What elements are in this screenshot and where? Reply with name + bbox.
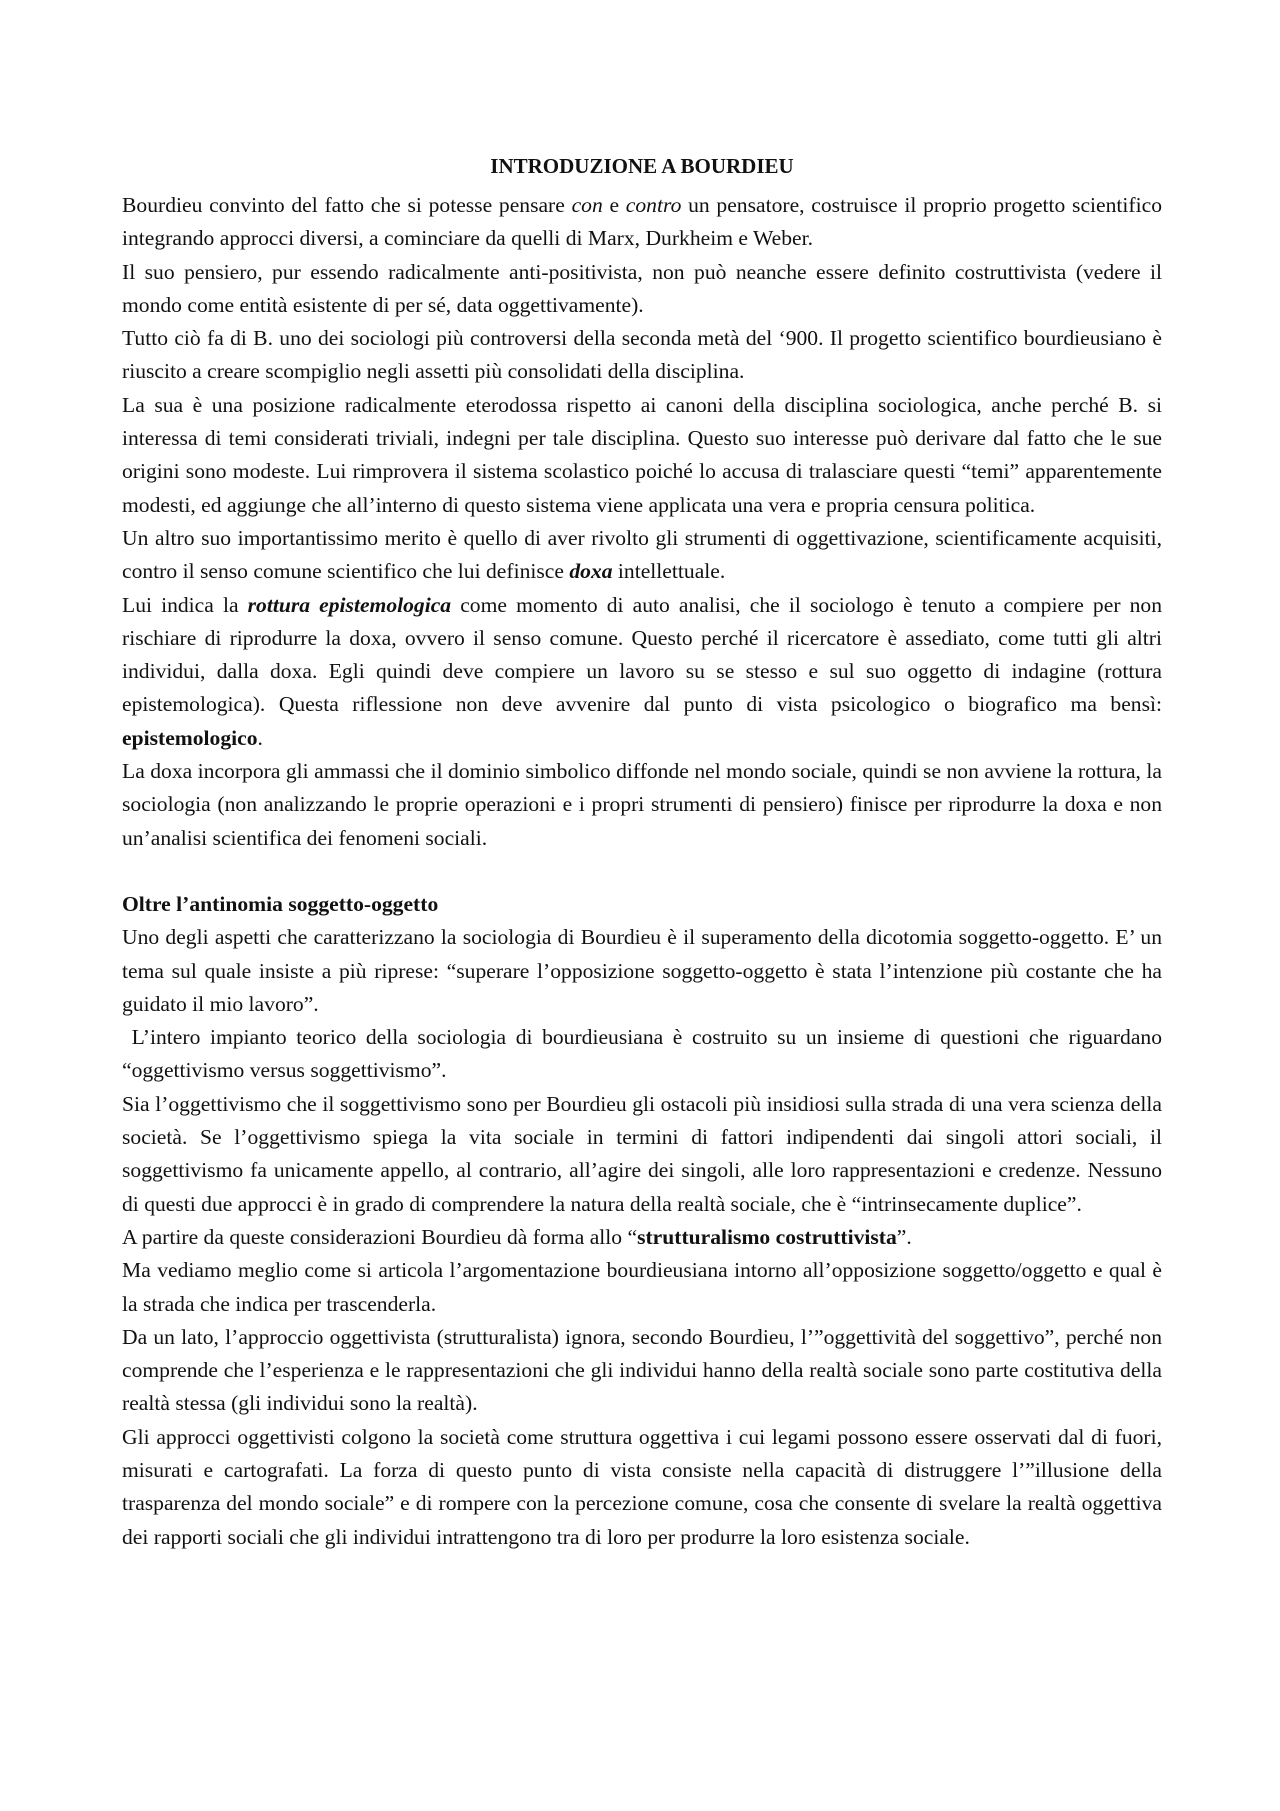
paragraph: Gli approcci oggettivisti colgono la società come struttura oggettiva i cui legami possono essere osservati dal di fuori, misurati e cartografati. La forza di questo punto di vista consiste nella capacità di distruggere l’”illusione della trasparenza del mondo sociale” e di rompere con la percezione comune, cosa che consente di svelare la realtà oggettiva dei rapporti sociali che gli individui intrattengono tra di loro per produrre la loro esistenza sociale.: [122, 1424, 1162, 1549]
paragraph: Ma vediamo meglio come si articola l’argomentazione bourdieusiana intorno all’opposizione soggetto/oggetto e qual è la strada che indica per trascenderla.: [122, 1258, 1162, 1316]
emphasis-con: con: [571, 193, 603, 217]
text-run: intellettuale.: [612, 559, 726, 584]
text-run: un pensatore, costruisce il proprio progetto scientifico integrando approcci diversi, a cominciare da quelli di Marx, Durkheim e Weber.: [122, 193, 1162, 251]
text-run: Bourdieu convinto del fatto che si potesse pensare: [122, 193, 572, 217]
emphasis-doxa: doxa: [569, 559, 613, 584]
paragraph: Il suo pensiero, pur essendo radicalmente anti-positivista, non può neanche essere definito costruttivista (vedere il mondo come entità esistente di per sé, data oggettivamente).: [122, 259, 1162, 317]
page-title: INTRODUZIONE A BOURDIEU: [490, 154, 794, 178]
paragraph: Sia l’oggettivismo che il soggettivismo sono per Bourdieu gli ostacoli più insidiosi sulla strada di una vera scienza della società. Se l’oggettivismo spiega la vita sociale in termini di fattori indipendenti dai singoli attori sociali, il soggettivismo fa unicamente appello, al contrario, all’agire dei singoli, alle loro rappresentazioni e credenze. Nessuno di questi due approcci è in grado di comprendere la natura della realtà sociale, che è “intrinsecamente duplice”.: [122, 1091, 1162, 1216]
text-run: Un altro suo importantissimo merito è quello di aver rivolto gli strumenti di oggettivazione, scientificamente acquisiti, contro il senso comune scientifico che lui definisce: [122, 525, 1162, 584]
emphasis-strutturalismo-costruttivista: strutturalismo costruttivista: [637, 1224, 897, 1249]
text-run: A partire da queste considerazioni Bourdieu dà forma allo “: [122, 1224, 638, 1249]
paragraph: Da un lato, l’approccio oggettivista (strutturalista) ignora, secondo Bourdieu, l’”oggettività del soggettivo”, perché non comprende che l’esperienza e le rappresentazioni che gli individui hanno della realtà sociale sono parte costitutiva della realtà stessa (gli individui sono la realtà).: [122, 1324, 1162, 1416]
paragraph: [122, 522, 1162, 589]
paragraph: Tutto ciò fa di B. uno dei sociologi più controversi della seconda metà del ‘900. Il progetto scientifico bourdieusiano è riuscito a creare scompiglio negli assetti più consolidati della disciplina.: [122, 326, 1162, 384]
text-run: e: [602, 193, 626, 217]
document-body: [122, 150, 1168, 1554]
text-run: ”.: [896, 1224, 912, 1249]
section-heading: Oltre l’antinomia soggetto-oggetto: [122, 891, 439, 916]
paragraph: [122, 189, 1162, 256]
paragraph: La sua è una posizione radicalmente eterodossa rispetto ai canoni della disciplina sociologica, anche perché B. si interessa di temi considerati triviali, indegni per tale disciplina. Questo suo interesse può derivare dal fatto che le sue origini sono modeste. Lui rimprovera il sistema scolastico poiché lo accusa di tralasciare questi “temi” apparentemente modesti, ed aggiunge che all’interno di questo sistema viene applicata una vera e propria censura politica.: [122, 392, 1162, 517]
text-run: come momento di auto analisi, che il sociologo è tenuto a compiere per non rischiare di riprodurre la doxa, ovvero il senso comune. Questo perché il ricercatore è assediato, come tutti gli altri individui, dalla doxa. Egli quindi deve compiere un lavoro su se stesso e sul suo oggetto di indagine (rottura epistemologica). Questa riflessione non deve avvenire dal punto di vista psicologico o biografico ma bensì:: [122, 592, 1162, 717]
emphasis-epistemologico: epistemologico: [122, 725, 258, 750]
text-run: Lui indica la: [122, 592, 248, 617]
text-run: .: [257, 725, 263, 750]
paragraph: [122, 589, 1162, 755]
paragraph: La doxa incorpora gli ammassi che il dominio simbolico diffonde nel mondo sociale, quindi se non avviene la rottura, la sociologia (non analizzando le proprie operazioni e i propri strumenti di pensiero) finisce per riprodurre la doxa e non un’analisi scientifica dei fenomeni sociali.: [122, 759, 1162, 850]
emphasis-rottura-epistemologica: rottura epistemologica: [247, 592, 452, 617]
paragraph: L’intero impianto teorico della sociologia di bourdieusiana è costruito su un insieme di questioni che riguardano “oggettivismo versus soggettivismo”.: [122, 1025, 1168, 1083]
emphasis-contro: contro: [625, 193, 682, 217]
paragraph-gap: [122, 855, 1162, 888]
paragraph: [122, 1221, 1162, 1254]
paragraph: Uno degli aspetti che caratterizzano la sociologia di Bourdieu è il superamento della dicotomia soggetto-oggetto. E’ un tema sul quale insiste a più riprese: “superare l’opposizione soggetto-oggetto è stata l’intenzione più costante che ha guidato il mio lavoro”.: [122, 925, 1162, 1016]
